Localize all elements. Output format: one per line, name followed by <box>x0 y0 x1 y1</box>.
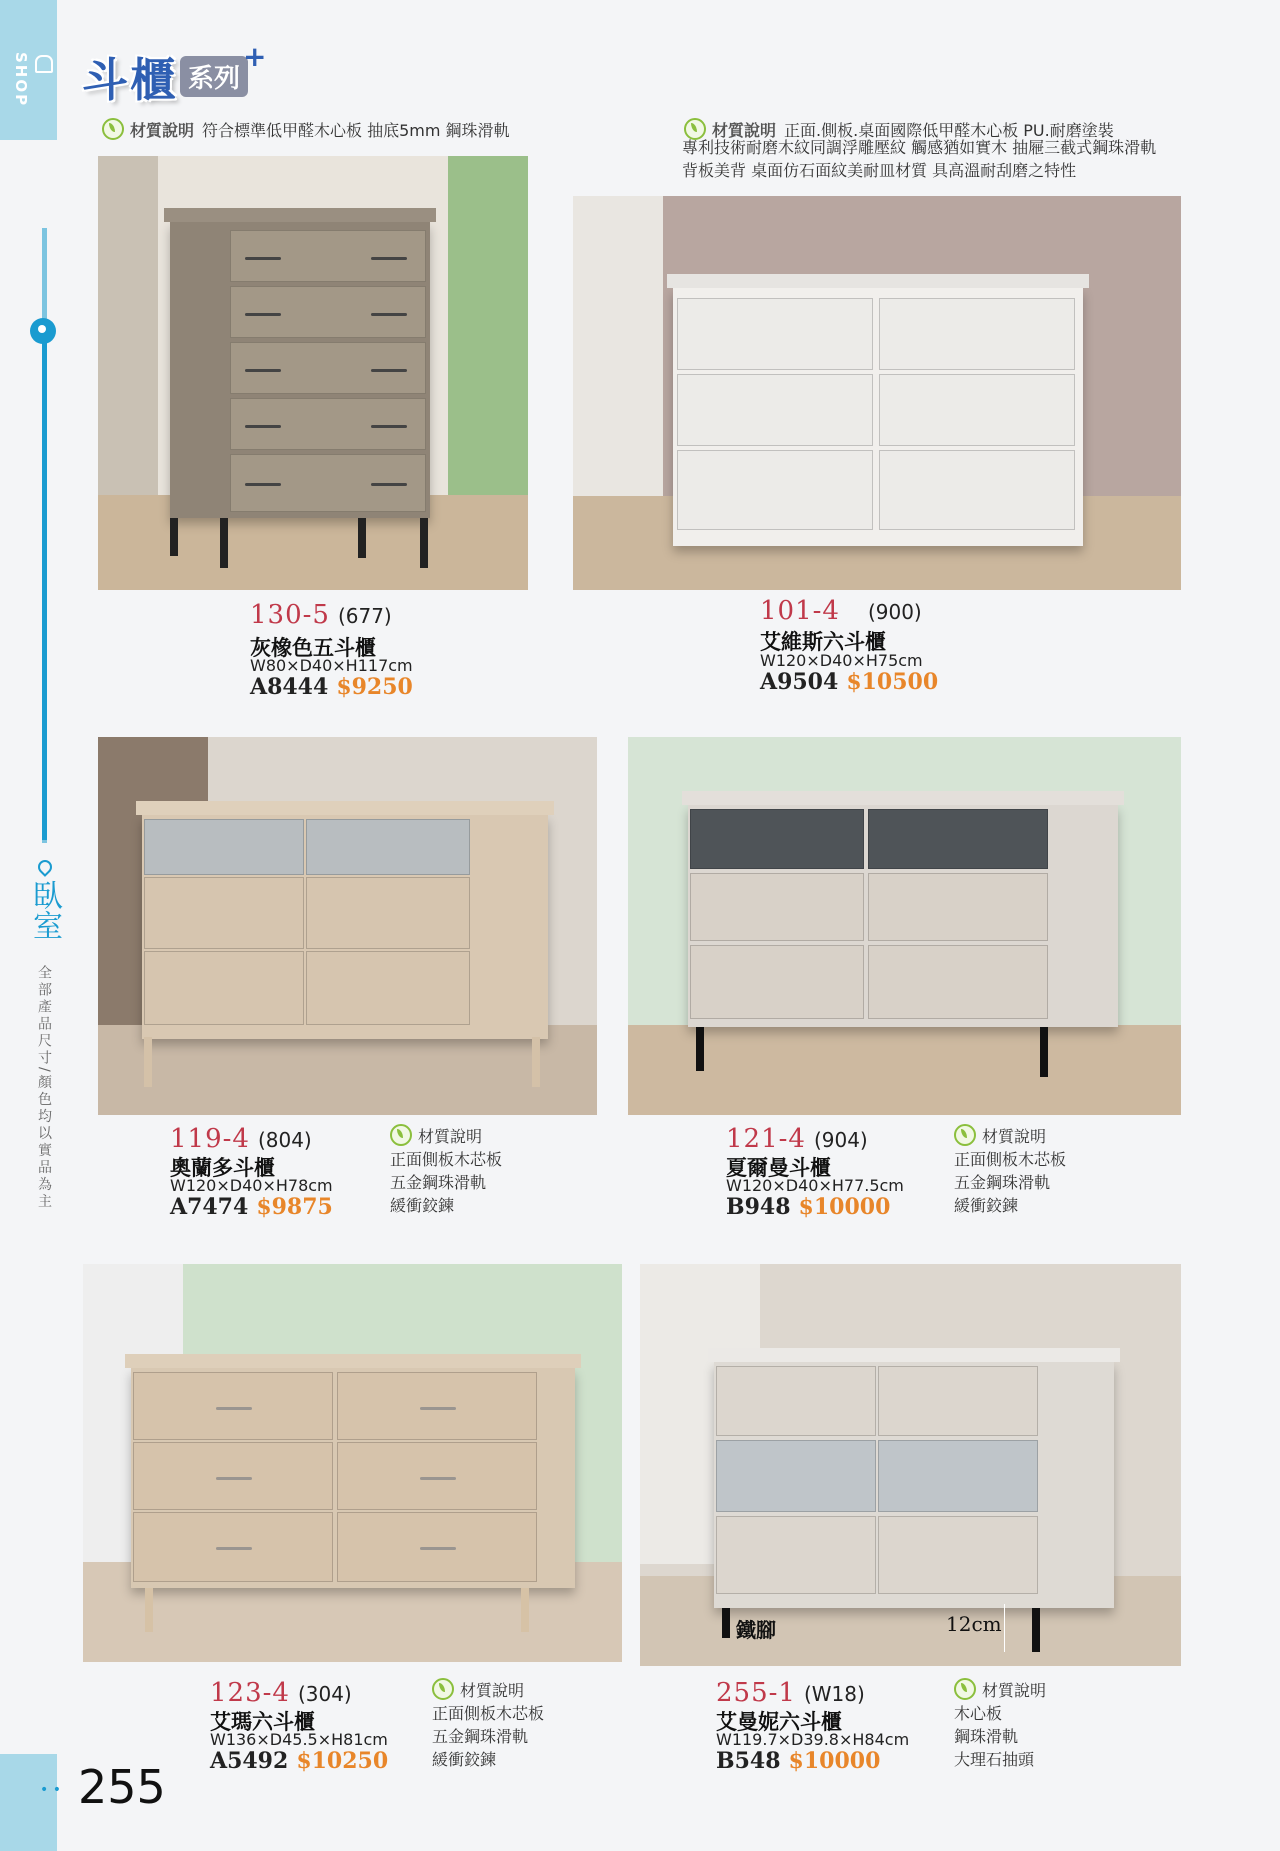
product-price <box>760 669 938 695</box>
leg <box>696 1027 704 1071</box>
product-price <box>170 1194 333 1220</box>
material-line: 大理石抽頭 <box>954 1750 1035 1769</box>
rail-bottom-block <box>0 1754 57 1851</box>
drawer <box>230 454 426 512</box>
product-sku: B548 <box>716 1748 781 1774</box>
window-view <box>448 156 528 496</box>
product-price <box>716 1748 880 1774</box>
price-value: $9250 <box>336 674 413 700</box>
leaf-icon <box>432 1678 454 1700</box>
drawer <box>133 1512 333 1582</box>
leg <box>144 1037 152 1087</box>
drawer <box>716 1516 876 1594</box>
drawer <box>230 398 426 450</box>
product-name: 艾瑪六斗櫃 <box>210 1710 315 1734</box>
leaf-icon <box>390 1124 412 1146</box>
leg <box>1040 1027 1048 1077</box>
drawer <box>306 819 470 875</box>
drawer <box>133 1442 333 1510</box>
material-line: 木心板 <box>954 1704 1003 1723</box>
material-key: 材質說明 <box>982 1681 1047 1700</box>
material-line: 緩衝鉸鍊 <box>390 1196 455 1215</box>
drawer <box>868 873 1048 941</box>
product-code: 121-4 (904) <box>726 1124 868 1154</box>
height-label: 12cm <box>946 1612 1002 1636</box>
product-material <box>954 1678 1046 1771</box>
product-sku: A9504 <box>760 669 839 695</box>
drawer <box>144 877 304 949</box>
product-code: 119-4 (804) <box>170 1124 312 1154</box>
product-name: 夏爾曼斗櫃 <box>726 1156 831 1180</box>
product-code: 101-4 (900) <box>760 596 922 626</box>
product-dims: W120×D40×H78cm <box>170 1176 333 1195</box>
product-dims: W136×D45.5×H81cm <box>210 1730 388 1749</box>
bell-icon <box>35 55 53 73</box>
drawer <box>716 1440 876 1512</box>
material-line: 正面.側板.桌面國際低甲醛木心板 PU.耐磨塗裝 <box>784 121 1114 140</box>
dresser-body <box>170 222 430 518</box>
price-value: $10000 <box>788 1748 881 1774</box>
material-line: 緩衝鉸鍊 <box>954 1196 1019 1215</box>
product-dims: W120×D40×H75cm <box>760 651 923 670</box>
material-line: 五金鋼珠滑軌 <box>390 1173 487 1192</box>
material-key: 材質說明 <box>418 1127 483 1146</box>
leg <box>170 518 178 556</box>
drawer <box>144 819 304 875</box>
leg <box>722 1608 730 1638</box>
drawer <box>690 873 864 941</box>
product-price <box>210 1748 388 1774</box>
dresser-top <box>136 801 554 815</box>
material-line: 正面側板木芯板 <box>390 1150 503 1169</box>
product-dims: W80×D40×H117cm <box>250 656 413 675</box>
location-pin-icon <box>30 318 56 344</box>
shop-label: SHOP <box>12 52 30 108</box>
product-code: 123-4 (304) <box>210 1678 352 1708</box>
dresser-top <box>164 208 436 222</box>
product-number: (804) <box>257 1128 312 1152</box>
drawer <box>306 951 470 1025</box>
drawer <box>230 230 426 282</box>
product-code: 130-5 (677) <box>250 600 392 630</box>
product-sku: A5492 <box>210 1748 289 1774</box>
product-name: 艾維斯六斗櫃 <box>760 630 886 654</box>
drawer <box>337 1442 537 1510</box>
price-value: $10000 <box>798 1194 891 1220</box>
product-sku: A8444 <box>250 674 329 700</box>
product-photo-119-4 <box>98 737 597 1115</box>
price-value: $10500 <box>846 669 939 695</box>
page-number: 255 <box>78 1760 166 1814</box>
material-key: 材質說明 <box>460 1681 525 1700</box>
material-line: 專利技術耐磨木紋同調浮雕壓紋 觸感猶如實木 抽屜三截式鋼珠滑軌 <box>682 138 1157 157</box>
small-pin-icon <box>35 857 55 877</box>
product-material <box>954 1124 1066 1217</box>
product-dims: W119.7×D39.8×H84cm <box>716 1730 910 1749</box>
product-sku: A7474 <box>170 1194 249 1220</box>
drawer <box>868 809 1048 869</box>
product-photo-255-1 <box>640 1264 1181 1666</box>
drawer <box>337 1512 537 1582</box>
product-number: (304) <box>297 1682 352 1706</box>
product-sku: B948 <box>726 1194 791 1220</box>
dresser-body <box>142 815 548 1039</box>
product-material <box>390 1124 502 1217</box>
material-key: 材質說明 <box>982 1127 1047 1146</box>
drawer <box>230 342 426 394</box>
page-title: 斗櫃 <box>82 53 178 107</box>
shop-tab <box>0 0 57 140</box>
drawer <box>230 286 426 338</box>
drawer <box>133 1372 333 1440</box>
material-line: 五金鋼珠滑軌 <box>432 1727 529 1746</box>
side-note: 全部產品尺寸/顏色均以實品為主 <box>36 965 52 1211</box>
dresser-body <box>688 805 1118 1027</box>
plus-mark: + <box>243 40 267 73</box>
dresser-top <box>708 1348 1120 1362</box>
page-dots: • • <box>40 1782 61 1798</box>
product-number: (677) <box>337 604 392 628</box>
page-subtitle: 系列 <box>180 56 248 97</box>
dresser-body <box>673 288 1083 546</box>
product-name: 灰橡色五斗櫃 <box>250 636 376 660</box>
room-label: 臥室 <box>27 880 62 940</box>
drawer <box>879 298 1075 370</box>
material-line: 五金鋼珠滑軌 <box>954 1173 1051 1192</box>
leg <box>358 518 366 558</box>
leg <box>420 518 428 568</box>
rail-line-active <box>42 330 47 840</box>
material-text: 符合標準低甲醛木心板 抽底5mm 鋼珠滑軌 <box>202 121 510 140</box>
leg <box>1032 1608 1040 1652</box>
product-number: (904) <box>813 1128 868 1152</box>
material-line: 正面側板木芯板 <box>432 1704 545 1723</box>
material-line: 鋼珠滑軌 <box>954 1727 1019 1746</box>
leaf-icon <box>954 1124 976 1146</box>
height-marker <box>1004 1604 1005 1652</box>
leaf-icon <box>102 118 124 140</box>
product-photo-101-4 <box>573 196 1181 590</box>
drawer <box>337 1372 537 1440</box>
material-top-left: 材質說明 符合標準低甲醛木心板 抽底5mm 鋼珠滑軌 <box>102 118 510 141</box>
material-line: 背板美背 桌面仿石面紋美耐皿材質 具高溫耐刮磨之特性 <box>682 161 1077 180</box>
iron-feet-label: 鐵腳 <box>736 1618 776 1642</box>
dresser-body <box>131 1368 575 1588</box>
product-photo-130-5 <box>98 156 528 590</box>
drawer <box>677 298 873 370</box>
price-value: $9875 <box>256 1194 333 1220</box>
drawer <box>878 1440 1038 1512</box>
drawer <box>677 450 873 530</box>
price-value: $10250 <box>296 1748 389 1774</box>
drawer <box>677 374 873 446</box>
leg <box>145 1588 153 1632</box>
drawer <box>878 1366 1038 1436</box>
material-line: 緩衝鉸鍊 <box>432 1750 497 1769</box>
dresser-top <box>125 1354 581 1368</box>
drawer <box>716 1366 876 1436</box>
floor <box>628 1025 1181 1115</box>
product-material <box>432 1678 544 1771</box>
dresser-body <box>714 1362 1114 1608</box>
product-name: 艾曼妮六斗櫃 <box>716 1710 842 1734</box>
product-code: 255-1 (W18) <box>716 1678 865 1708</box>
leg <box>521 1588 529 1632</box>
drawer <box>878 1516 1038 1594</box>
leaf-icon <box>954 1678 976 1700</box>
leg <box>220 518 228 568</box>
dresser-top <box>667 274 1089 288</box>
product-photo-121-4 <box>628 737 1181 1115</box>
product-number: (900) <box>867 600 922 624</box>
drawer <box>690 945 864 1019</box>
product-photo-123-4 <box>83 1264 622 1662</box>
product-number: (W18) <box>803 1682 865 1706</box>
product-price <box>726 1194 890 1220</box>
product-price <box>250 674 413 700</box>
drawer <box>306 877 470 949</box>
material-line: 正面側板木芯板 <box>954 1150 1067 1169</box>
drawer <box>144 951 304 1025</box>
drawer <box>879 374 1075 446</box>
material-top-right: 材質說明 正面.側板.桌面國際低甲醛木心板 PU.耐磨塗裝 <box>684 118 1114 141</box>
drawer <box>690 809 864 869</box>
drawer <box>879 450 1075 530</box>
leg <box>532 1037 540 1087</box>
material-top-right-more <box>682 136 1156 182</box>
product-dims: W120×D40×H77.5cm <box>726 1176 904 1195</box>
drawer <box>868 945 1048 1019</box>
dresser-top <box>682 791 1124 805</box>
product-name: 奧蘭多斗櫃 <box>170 1156 275 1180</box>
